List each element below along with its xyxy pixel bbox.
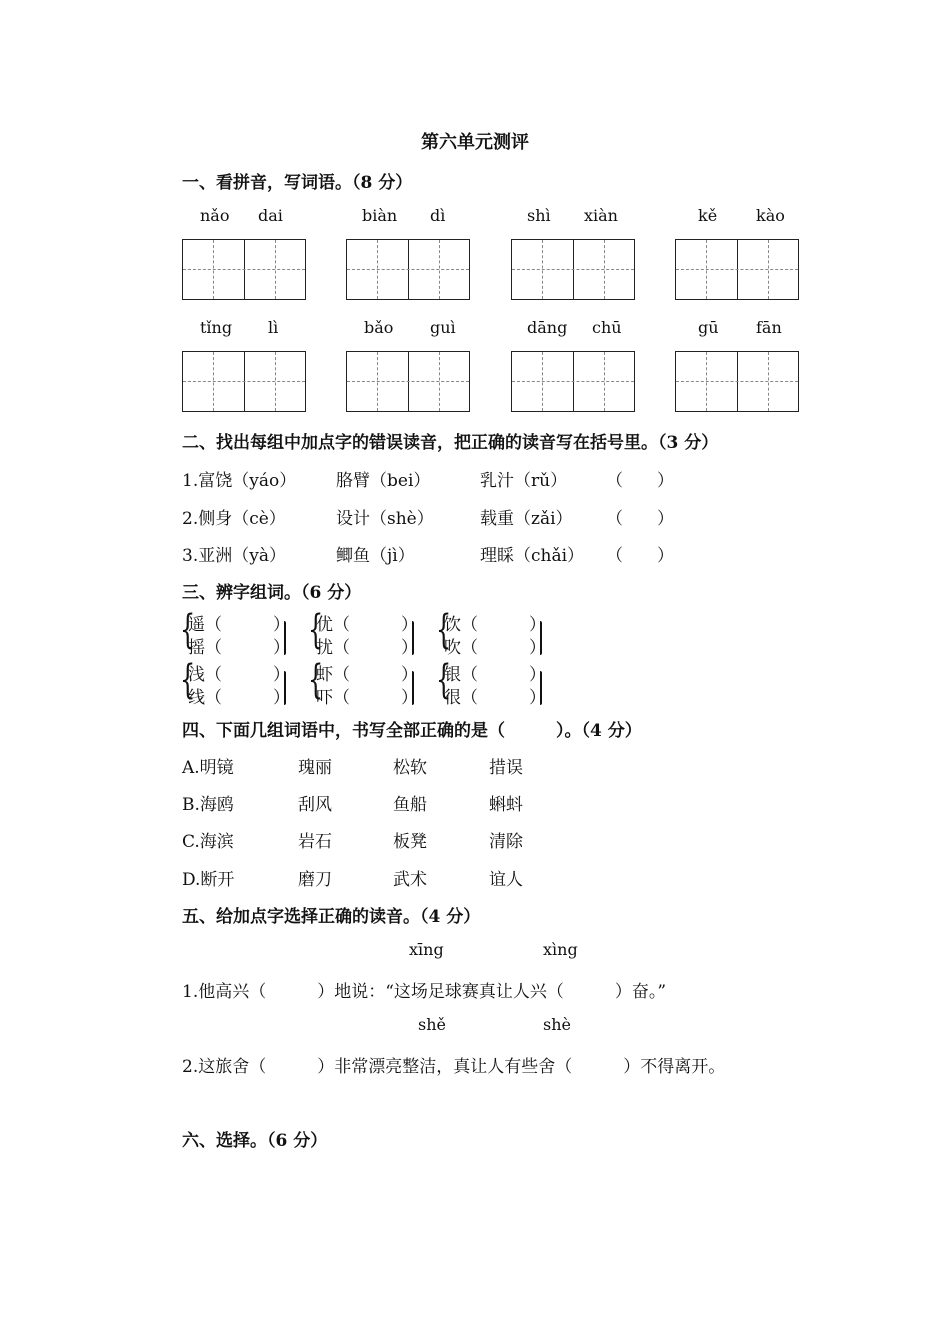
section-5-heading: 五、给加点字选择正确的读音。（4 分） [182,907,481,927]
option-word: 磨刀 [298,870,332,890]
pinyin: dāng [527,318,568,337]
pinyin: chū [592,318,622,337]
pinyin: bǎo [364,318,394,337]
writing-box[interactable] [182,351,306,412]
option-word: 蝌蚪 [489,795,523,815]
brace-left: { [180,607,196,653]
pinyin-choice: shě [418,1015,446,1034]
brace-left: { [308,657,324,703]
pinyin: biàn [362,206,398,225]
option-word: 瑰丽 [298,758,332,778]
brace-right [412,671,414,705]
option-word: 板凳 [393,832,427,852]
section-6-heading: 六、选择。（6 分） [182,1131,328,1151]
option-word: 岩石 [298,832,332,852]
writing-box[interactable] [511,351,635,412]
question-sentence[interactable]: 2.这旅舍（ ）非常漂亮整洁，真让人有些舍（ ）不得离开。 [182,1057,726,1077]
question-item: 胳臂（bei） [336,471,431,491]
section-3-heading: 三、辨字组词。（6 分） [182,583,362,603]
option-word: 刮风 [298,795,332,815]
option-word: 谊人 [489,870,523,890]
pinyin: fān [756,318,782,337]
question-item: 鲫鱼（jì） [336,546,415,566]
word-blank[interactable]: 银（ ） [444,665,546,685]
pinyin: tǐng [200,318,233,337]
question-item: 3.亚洲（yà） [182,546,286,566]
word-blank[interactable]: 虾（ ） [316,665,418,685]
brace-right [540,671,542,705]
brace-right [284,671,286,705]
option-word: 措误 [489,758,523,778]
word-blank[interactable]: 吓（ ） [316,688,418,708]
word-blank[interactable]: 饮（ ） [444,615,546,635]
option-word: 武术 [393,870,427,890]
brace-left: { [180,657,196,703]
word-blank[interactable]: 吹（ ） [444,638,546,658]
brace-right [284,621,286,655]
option-label[interactable]: C.海滨 [182,832,234,852]
writing-box[interactable] [346,351,470,412]
pinyin: nǎo [200,206,230,225]
pinyin: guì [430,318,456,337]
section-4-heading: 四、下面几组词语中，书写全部正确的是（ ）。（4 分） [182,721,642,741]
pinyin: xiàn [584,206,618,225]
question-item: 1.富饶（yáo） [182,471,297,491]
option-label[interactable]: A.明镜 [182,758,234,778]
pinyin: dì [430,206,446,225]
question-sentence[interactable]: 1.他高兴（ ）地说：“这场足球赛真让人兴（ ）奋。” [182,982,667,1002]
brace-left: { [308,607,324,653]
question-item: 乳汁（rǔ） [480,471,568,491]
pinyin: lì [268,318,279,337]
writing-box[interactable] [182,239,306,300]
pinyin: dai [258,206,283,225]
option-label[interactable]: D.断开 [182,870,235,890]
answer-blank[interactable]: （ ） [606,471,674,491]
word-blank[interactable]: 遥（ ） [188,615,290,635]
question-item: 理睬（chǎi） [480,546,585,566]
question-item: 2.侧身（cè） [182,509,286,529]
word-blank[interactable]: 线（ ） [188,688,290,708]
word-blank[interactable]: 扰（ ） [316,638,418,658]
pinyin: shì [527,206,551,225]
pinyin: kě [698,206,718,225]
pinyin: gū [698,318,719,337]
word-blank[interactable]: 很（ ） [444,688,546,708]
option-word: 鱼船 [393,795,427,815]
pinyin: kào [756,206,785,225]
section-1-heading: 一、看拼音，写词语。（8 分） [182,173,413,193]
word-blank[interactable]: 浅（ ） [188,665,290,685]
section-2-heading: 二、找出每组中加点字的错误读音，把正确的读音写在括号里。（3 分） [182,433,719,453]
word-blank[interactable]: 摇（ ） [188,638,290,658]
writing-box[interactable] [675,239,799,300]
writing-box[interactable] [675,351,799,412]
brace-left: { [436,657,452,703]
option-word: 清除 [489,832,523,852]
option-word: 松软 [393,758,427,778]
answer-blank[interactable]: （ ） [606,509,674,529]
pinyin-choice: xìng [543,940,578,959]
option-label[interactable]: B.海鸥 [182,795,234,815]
pinyin-choice: xīng [409,940,444,959]
writing-box[interactable] [346,239,470,300]
question-item: 设计（shè） [336,509,434,529]
writing-box[interactable] [511,239,635,300]
brace-left: { [436,607,452,653]
word-blank[interactable]: 优（ ） [316,615,418,635]
pinyin-choice: shè [543,1015,571,1034]
page-title: 第六单元测评 [421,132,529,153]
brace-right [540,621,542,655]
question-item: 载重（zǎi） [480,509,573,529]
brace-right [412,621,414,655]
answer-blank[interactable]: （ ） [606,546,674,566]
